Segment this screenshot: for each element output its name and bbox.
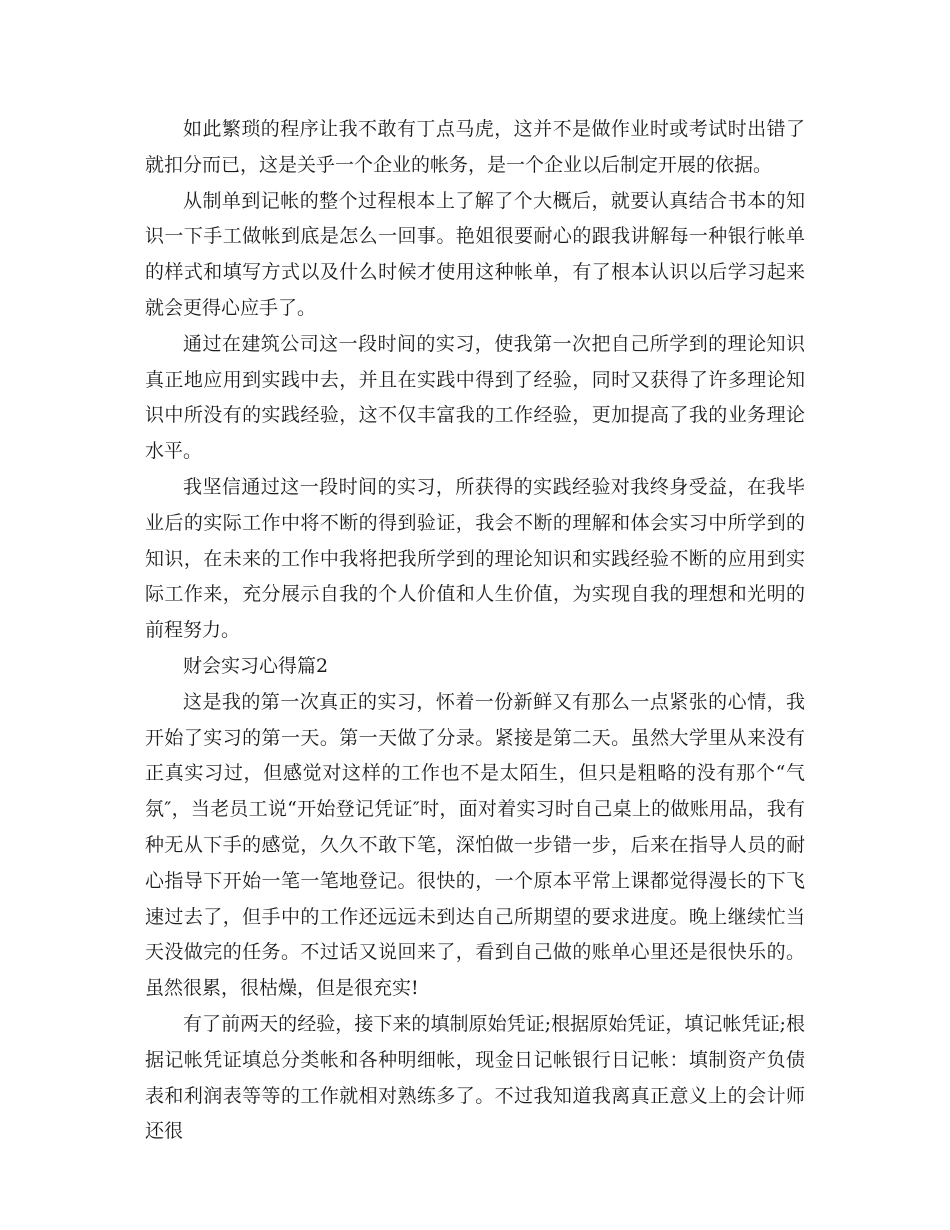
- document-page: [145, 112, 805, 1150]
- paragraph-4: 我坚信通过这一段时间的实习，所获得的实践经验对我终身受益，在我毕业后的实际工作中将不断的得到验证，我会不断的理解和体会实习中所学到的知识，在未来的工作中我将把我所学到的理论知识和实践经验不断的应用到实际工作来，充分展示自我的个人价值和人生价值，为实现自我的理想和光明的前程努力。: [145, 475, 805, 642]
- paragraph-6: 有了前两天的经验，接下来的填制原始凭证;根据原始凭证，填记帐凭证;根据记帐凭证填总分类帐和各种明细帐，现金日记帐银行日记帐：填制资产负债表和利润表等等的工作就相对熟练多了。不过我知道我离真正意义上的会计师还很: [145, 1012, 805, 1143]
- paragraph-3: 通过在建筑公司这一段时间的实习，使我第一次把自己所学到的理论知识真正地应用到实践中去，并且在实践中得到了经验，同时又获得了许多理论知识中所没有的实践经验，这不仅丰富我的工作经验，更加提高了我的业务理论水平。: [145, 332, 805, 463]
- section-heading: 财会实习心得篇2: [183, 654, 329, 677]
- paragraph-2: 从制单到记帐的整个过程根本上了解了个大概后，就要认真结合书本的知识一下手工做帐到底是怎么一回事。艳姐很要耐心的跟我讲解每一种银行帐单的样式和填写方式以及什么时候才使用这种帐单，有了根本认识以后学习起来就会更得心应手了。: [145, 189, 805, 319]
- paragraph-5: 这是我的第一次真正的实习，怀着一份新鲜又有那么一点紧张的心情，我开始了实习的第一天。第一天做了分录。紧接是第二天。虽然大学里从来没有正真实习过，但感觉对这样的工作也不是太陌生，但只是粗略的没有那个“气氛″，当老员工说“开始登记凭证″时，面对着实习时自己桌上的做账用品，我有种无从下手的感觉，久久不敢下笔，深怕做一步错一步，后来在指导人员的耐心指导下开始一笔一笔地登记。很快的，一个原本平常上课都觉得漫长的下飞速过去了，但手中的工作还远远未到达自己所期望的要求进度。晚上继续忙当天没做完的任务。不过话又说回来了，看到自己做的账单心里还是很快乐的。虽然很累，很枯燥，但是很充实!: [145, 690, 805, 1000]
- paragraph-1: 如此繁琐的程序让我不敢有丁点马虎，这并不是做作业时或考试时出错了就扣分而已，这是关乎一个企业的帐务，是一个企业以后制定开展的依据。: [145, 118, 805, 176]
